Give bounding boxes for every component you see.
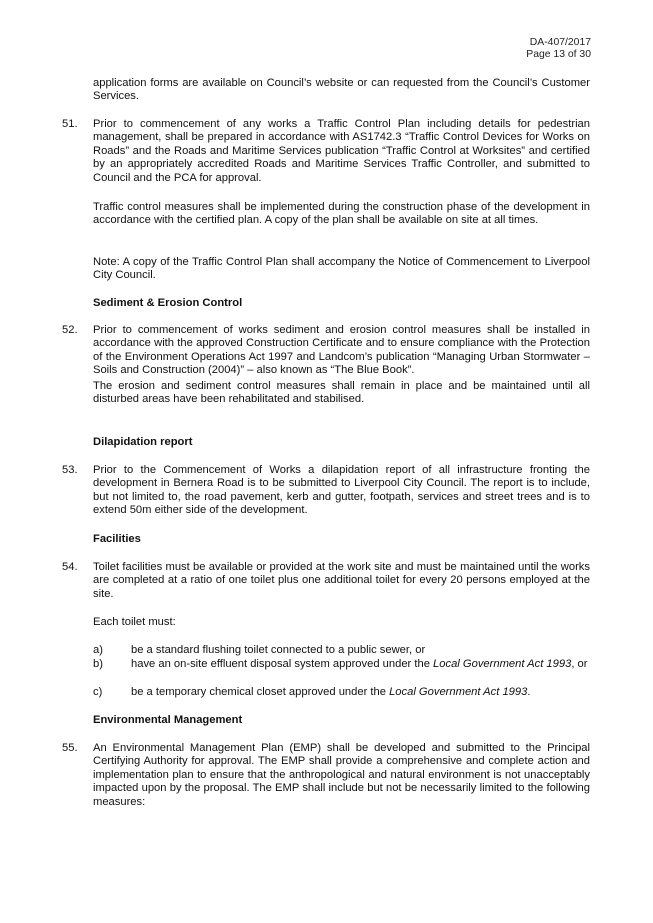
document-reference: DA-407/2017	[529, 37, 591, 48]
condition-52-paragraph-1: Prior to commencement of works sediment and erosion control measures shall be installed in accordance with the approved Construction Certificate and to ensure compliance with the Protection of the Environment Operations Act 1997 and Landcom’s publication “Managing Urban Stormwater – Soils and Construction (2004)” – also known as “The Blue Book”.	[93, 324, 590, 377]
intro-paragraph: application forms are available on Council’s website or can requested from the Council’s Customer Services.	[93, 77, 590, 103]
condition-51-note: Note: A copy of the Traffic Control Plan shall accompany the Notice of Commencement to Liverpool City Council.	[93, 256, 590, 282]
page-header	[526, 37, 591, 62]
condition-51-paragraph-2: Traffic control measures shall be implemented during the construction phase of the development in accordance with the certified plan. A copy of the plan shall be available on site at all times.	[93, 201, 590, 227]
act-name: Local Government Act 1993	[433, 658, 572, 670]
section-heading-environmental: Environmental Management	[93, 714, 243, 726]
condition-number-51: 51.	[62, 118, 78, 130]
condition-54-paragraph-2: Each toilet must:	[93, 616, 176, 628]
condition-number-54: 54.	[62, 561, 78, 573]
condition-number-52: 52.	[62, 324, 78, 336]
list-item-marker: c)	[93, 686, 103, 698]
condition-52-paragraph-2: The erosion and sediment control measures shall remain in place and be maintained until all disturbed areas have been rehabilitated and stabilised.	[93, 380, 590, 406]
condition-54-paragraph-1: Toilet facilities must be available or provided at the work site and must be maintained until the works are completed at a ratio of one toilet plus one additional toilet for every 20 persons employed at the site.	[93, 561, 590, 600]
condition-number-55: 55.	[62, 742, 78, 754]
condition-number-53: 53.	[62, 464, 78, 476]
list-item-text: have an on-site effluent disposal system approved under the Local Government Act 1993, or	[131, 658, 588, 670]
section-heading-dilapidation: Dilapidation report	[93, 436, 193, 448]
section-heading-sediment: Sediment & Erosion Control	[93, 297, 243, 309]
list-item-text: be a standard flushing toilet connected to a public sewer, or	[131, 644, 426, 656]
condition-51-paragraph-1: Prior to commencement of any works a Traffic Control Plan including details for pedestrian management, shall be prepared in accordance with AS1742.3 “Traffic Control Devices for Works on Roads” and the Roads and Maritime Services publication “Traffic Control at Worksites” and certified by an appropriately accredited Roads and Maritime Services Traffic Controller, and submitted to Council and the PCA for approval.	[93, 118, 590, 184]
page-number: Page 13 of 30	[526, 49, 591, 61]
section-heading-facilities: Facilities	[93, 533, 141, 545]
list-item-text: be a temporary chemical closet approved under the Local Government Act 1993.	[131, 686, 531, 698]
list-item-marker: b)	[93, 658, 103, 670]
list-item-marker: a)	[93, 644, 103, 656]
condition-55-paragraph-1: An Environmental Management Plan (EMP) shall be developed and submitted to the Principal Certifying Authority for approval. The EMP shall provide a comprehensive and complete action and implementation plan to ensure that the anthropological and natural environment is not unacceptably impacted upon by the proposal. The EMP shall include but not be necessarily limited to the following measures:	[93, 742, 590, 808]
condition-53-paragraph-1: Prior to the Commencement of Works a dilapidation report of all infrastructure fronting the development in Bernera Road is to be submitted to Liverpool City Council. The report is to include, but not limited to, the road pavement, kerb and gutter, footpath, services and street trees and is to extend 50m either side of the development.	[93, 464, 590, 517]
act-name: Local Government Act 1993	[389, 686, 528, 698]
